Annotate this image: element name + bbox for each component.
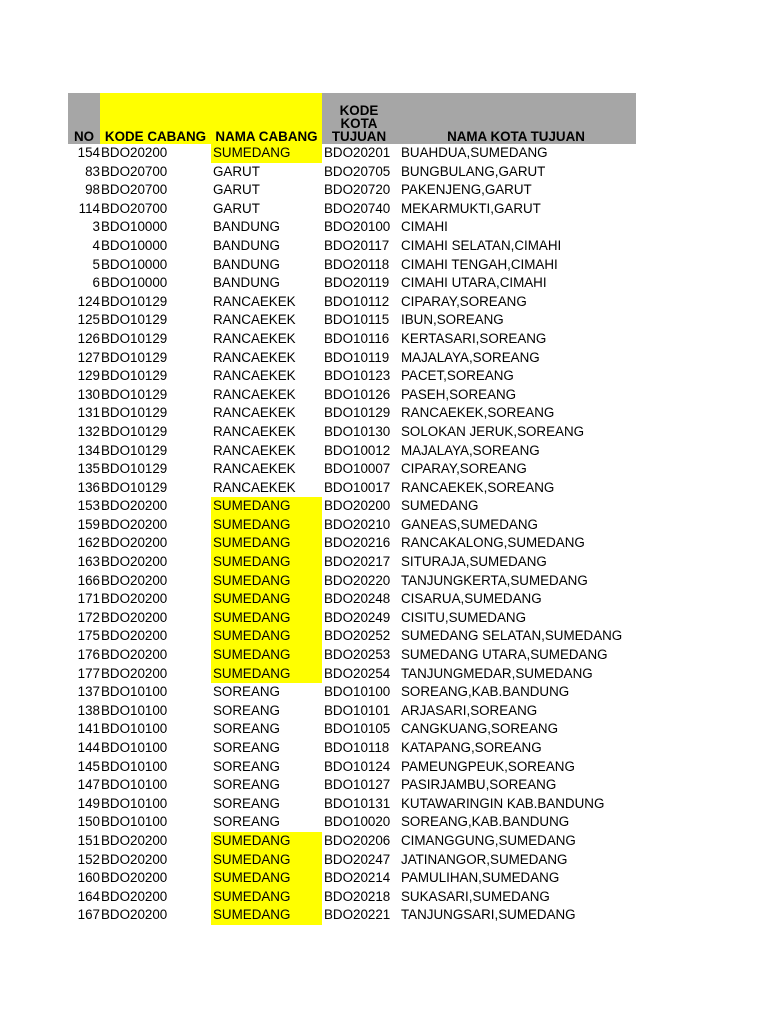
- cell-kode-cabang[interactable]: BDO20200: [101, 145, 168, 160]
- cell-nama-kota-tujuan[interactable]: PAMEUNGPEUK,SOREANG: [401, 758, 575, 774]
- cell-kode-cabang[interactable]: BDO20200: [101, 832, 168, 848]
- cell-nama-kota-tujuan[interactable]: SITURAJA,SUMEDANG: [401, 554, 547, 570]
- cell-nama-cabang[interactable]: SUMEDANG: [211, 906, 322, 925]
- table-row: [68, 813, 636, 832]
- cell-nama-kota-tujuan[interactable]: TANJUNGKERTA,SUMEDANG: [401, 572, 588, 588]
- table-row: [68, 702, 636, 721]
- cell-nama-kota-tujuan[interactable]: PAMULIHAN,SUMEDANG: [401, 870, 560, 886]
- table-row: [68, 404, 636, 423]
- table-row: [68, 795, 636, 814]
- cell-nama-kota-tujuan[interactable]: CIMAHI UTARA,CIMAHI: [401, 275, 547, 291]
- cell-kode-cabang[interactable]: BDO20200: [101, 851, 168, 867]
- cell-kode-cabang[interactable]: BDO10100: [101, 814, 168, 830]
- cell-nama-kota-tujuan[interactable]: CIMAHI TENGAH,CIMAHI: [401, 256, 558, 272]
- cell-nama-kota-tujuan[interactable]: CIMANGGUNG,SUMEDANG: [401, 832, 576, 848]
- cell-nama-kota-tujuan[interactable]: IBUN,SOREANG: [401, 312, 504, 328]
- cell-kode-kota-tujuan[interactable]: BDO10105: [324, 721, 391, 737]
- table-row: [68, 851, 636, 870]
- cell-kode-cabang[interactable]: BDO20700: [101, 163, 168, 179]
- cell-nama-kota-tujuan[interactable]: SUMEDANG: [401, 498, 479, 514]
- cell-no[interactable]: 175: [77, 628, 100, 644]
- cell-no[interactable]: 177: [77, 665, 100, 681]
- cell-no[interactable]: 132: [77, 423, 100, 439]
- cell-no[interactable]: 130: [77, 386, 100, 402]
- table-row: [68, 572, 636, 591]
- cell-kode-kota-tujuan[interactable]: BDO20705: [324, 163, 391, 179]
- cell-kode-cabang[interactable]: BDO20200: [101, 907, 168, 923]
- cell-kode-kota-tujuan[interactable]: BDO10127: [324, 777, 391, 793]
- cell-kode-cabang[interactable]: BDO10129: [101, 405, 168, 421]
- cell-no[interactable]: 131: [77, 405, 100, 421]
- cell-kode-cabang[interactable]: BDO20200: [101, 535, 168, 551]
- cell-kode-cabang[interactable]: BDO20200: [101, 554, 168, 570]
- cell-kode-kota-tujuan[interactable]: BDO10130: [324, 423, 391, 439]
- cell-nama-kota-tujuan[interactable]: ARJASARI,SOREANG: [401, 702, 538, 718]
- cell-no[interactable]: 167: [77, 907, 100, 923]
- cell-kode-kota-tujuan[interactable]: BDO10131: [324, 795, 391, 811]
- cell-nama-cabang[interactable]: SUMEDANG: [211, 553, 322, 572]
- table-row: [68, 349, 636, 368]
- cell-kode-kota-tujuan[interactable]: BDO20252: [324, 628, 391, 644]
- cell-kode-kota-tujuan[interactable]: BDO20118: [324, 256, 390, 272]
- table-row: [68, 423, 636, 442]
- table-row: [68, 646, 636, 665]
- cell-nama-kota-tujuan[interactable]: SOREANG,KAB.BANDUNG: [401, 684, 570, 700]
- header-nama-kota-tujuan[interactable]: NAMA KOTA TUJUAN: [396, 93, 636, 144]
- table-row: [68, 200, 636, 219]
- cell-nama-kota-tujuan[interactable]: RANCAKALONG,SUMEDANG: [401, 535, 585, 551]
- cell-no[interactable]: 135: [77, 461, 100, 477]
- cell-nama-cabang[interactable]: SUMEDANG: [211, 869, 322, 888]
- cell-kode-kota-tujuan[interactable]: BDO10112: [324, 293, 390, 309]
- table-row: [68, 163, 636, 182]
- cell-kode-kota-tujuan[interactable]: BDO20254: [324, 665, 391, 681]
- cell-nama-cabang[interactable]: SUMEDANG: [211, 144, 322, 163]
- cell-no[interactable]: 151: [77, 832, 100, 848]
- cell-no[interactable]: 125: [77, 312, 100, 328]
- table-row: [68, 330, 636, 349]
- cell-kode-kota-tujuan[interactable]: BDO10100: [324, 684, 391, 700]
- cell-kode-kota-tujuan[interactable]: BDO20119: [324, 275, 390, 291]
- cell-no[interactable]: 159: [77, 516, 100, 532]
- cell-nama-kota-tujuan[interactable]: SUMEDANG UTARA,SUMEDANG: [401, 647, 608, 663]
- cell-kode-cabang[interactable]: BDO10129: [101, 293, 168, 309]
- cell-kode-kota-tujuan[interactable]: BDO20117: [324, 237, 390, 253]
- cell-kode-cabang[interactable]: BDO10100: [101, 721, 168, 737]
- cell-nama-kota-tujuan[interactable]: KUTAWARINGIN KAB.BANDUNG: [401, 795, 605, 811]
- cell-no[interactable]: 172: [77, 609, 100, 625]
- cell-nama-cabang[interactable]: SUMEDANG: [211, 646, 322, 665]
- cell-nama-kota-tujuan[interactable]: TANJUNGMEDAR,SUMEDANG: [401, 665, 593, 681]
- cell-kode-kota-tujuan[interactable]: BDO10115: [324, 312, 390, 328]
- header-nama-cabang[interactable]: NAMA CABANG: [211, 93, 322, 144]
- cell-no[interactable]: 153: [77, 498, 100, 514]
- cell-kode-cabang[interactable]: BDO10100: [101, 740, 168, 755]
- cell-no[interactable]: 127: [77, 349, 100, 365]
- cell-nama-cabang[interactable]: RANCAEKEK: [213, 461, 296, 477]
- cell-no[interactable]: 134: [77, 442, 100, 458]
- cell-kode-cabang[interactable]: BDO10129: [101, 423, 168, 439]
- cell-nama-cabang[interactable]: SUMEDANG: [211, 497, 322, 516]
- cell-kode-cabang[interactable]: BDO10129: [101, 386, 168, 402]
- cell-nama-cabang[interactable]: SOREANG: [213, 740, 280, 755]
- cell-nama-cabang[interactable]: SUMEDANG: [211, 609, 322, 628]
- cell-no[interactable]: 166: [77, 572, 100, 588]
- cell-nama-kota-tujuan[interactable]: JATINANGOR,SUMEDANG: [401, 851, 568, 867]
- cell-nama-kota-tujuan[interactable]: CANGKUANG,SOREANG: [401, 721, 558, 737]
- cell-no[interactable]: 3: [92, 219, 100, 235]
- cell-no[interactable]: 137: [77, 684, 100, 700]
- cell-no[interactable]: 176: [77, 647, 100, 663]
- cell-kode-kota-tujuan[interactable]: BDO20218: [324, 888, 391, 904]
- cell-kode-cabang[interactable]: BDO20200: [101, 609, 168, 625]
- cell-no[interactable]: 129: [77, 368, 100, 384]
- cell-kode-cabang[interactable]: BDO20200: [101, 870, 168, 886]
- cell-nama-cabang[interactable]: SOREANG: [213, 795, 280, 811]
- table-row: [68, 460, 636, 479]
- cell-kode-kota-tujuan[interactable]: BDO10116: [324, 330, 390, 346]
- cell-nama-cabang[interactable]: BANDUNG: [213, 256, 280, 272]
- cell-kode-cabang[interactable]: BDO20200: [101, 591, 168, 607]
- cell-no[interactable]: 144: [77, 740, 100, 755]
- table-row: [68, 442, 636, 461]
- cell-kode-kota-tujuan[interactable]: BDO10126: [324, 386, 391, 402]
- cell-nama-cabang[interactable]: RANCAEKEK: [213, 442, 296, 458]
- table-row: [68, 497, 636, 516]
- cell-nama-cabang[interactable]: SUMEDANG: [211, 590, 322, 609]
- cell-nama-kota-tujuan[interactable]: KERTASARI,SOREANG: [401, 330, 547, 346]
- cell-kode-kota-tujuan[interactable]: BDO10101: [324, 702, 391, 718]
- cell-no[interactable]: 83: [85, 163, 100, 179]
- table-row: [68, 888, 636, 907]
- cell-kode-kota-tujuan[interactable]: BDO10118: [324, 740, 390, 755]
- table-row: [68, 776, 636, 795]
- cell-kode-cabang[interactable]: BDO10000: [101, 275, 168, 291]
- table-row: [68, 218, 636, 237]
- cell-kode-cabang[interactable]: BDO10129: [101, 349, 168, 365]
- cell-kode-cabang[interactable]: BDO20200: [101, 628, 168, 644]
- cell-no[interactable]: 149: [77, 795, 100, 811]
- cell-kode-kota-tujuan[interactable]: BDO20253: [324, 647, 391, 663]
- table-row: [68, 590, 636, 609]
- cell-nama-kota-tujuan[interactable]: BUNGBULANG,GARUT: [401, 163, 546, 179]
- cell-nama-cabang[interactable]: RANCAEKEK: [213, 293, 296, 309]
- cell-no[interactable]: 160: [77, 870, 100, 886]
- cell-kode-kota-tujuan[interactable]: BDO10012: [324, 442, 391, 458]
- cell-nama-cabang[interactable]: SUMEDANG: [211, 832, 322, 851]
- cell-nama-kota-tujuan[interactable]: SOREANG,KAB.BANDUNG: [401, 814, 570, 830]
- cell-no[interactable]: 136: [77, 479, 100, 495]
- cell-nama-cabang[interactable]: GARUT: [213, 163, 260, 179]
- cell-no[interactable]: 150: [77, 814, 100, 830]
- cell-nama-kota-tujuan[interactable]: CIMAHI: [401, 219, 448, 235]
- cell-nama-kota-tujuan[interactable]: PASIRJAMBU,SOREANG: [401, 777, 557, 793]
- cell-no[interactable]: 124: [77, 293, 100, 309]
- cell-nama-cabang[interactable]: SUMEDANG: [211, 516, 322, 535]
- table-body: [68, 144, 636, 925]
- cell-kode-kota-tujuan[interactable]: BDO20220: [324, 572, 391, 588]
- cell-kode-cabang[interactable]: BDO20200: [101, 888, 168, 904]
- cell-kode-kota-tujuan[interactable]: BDO20210: [324, 516, 391, 532]
- cell-no[interactable]: 162: [77, 535, 100, 551]
- branch-destination-table: [68, 93, 636, 925]
- cell-no[interactable]: 126: [77, 330, 100, 346]
- cell-nama-kota-tujuan[interactable]: PACET,SOREANG: [401, 368, 514, 384]
- table-row: [68, 181, 636, 200]
- cell-nama-kota-tujuan[interactable]: CISARUA,SUMEDANG: [401, 591, 542, 607]
- cell-kode-cabang[interactable]: BDO20200: [101, 516, 168, 532]
- cell-kode-kota-tujuan[interactable]: BDO20214: [324, 870, 391, 886]
- cell-kode-cabang[interactable]: BDO20700: [101, 200, 168, 216]
- table-row: [68, 553, 636, 572]
- cell-kode-kota-tujuan[interactable]: BDO20200: [324, 498, 391, 514]
- cell-nama-kota-tujuan[interactable]: MEKARMUKTI,GARUT: [401, 200, 541, 216]
- cell-kode-kota-tujuan[interactable]: BDO20248: [324, 591, 391, 607]
- cell-nama-cabang[interactable]: RANCAEKEK: [213, 423, 296, 439]
- cell-no[interactable]: 5: [92, 256, 100, 272]
- cell-nama-cabang[interactable]: SOREANG: [213, 777, 280, 793]
- cell-nama-kota-tujuan[interactable]: SUKASARI,SUMEDANG: [401, 888, 550, 904]
- table-row: [68, 256, 636, 275]
- cell-kode-kota-tujuan[interactable]: BDO20216: [324, 535, 391, 551]
- cell-nama-cabang[interactable]: RANCAEKEK: [213, 330, 296, 346]
- table-row: [68, 293, 636, 312]
- cell-kode-kota-tujuan[interactable]: BDO20100: [324, 219, 391, 235]
- cell-no[interactable]: 152: [77, 851, 100, 867]
- table-row: [68, 367, 636, 386]
- cell-nama-cabang[interactable]: SUMEDANG: [211, 534, 322, 553]
- cell-nama-cabang[interactable]: GARUT: [213, 200, 260, 216]
- table-row: [68, 386, 636, 405]
- cell-nama-kota-tujuan[interactable]: CIPARAY,SOREANG: [401, 293, 527, 309]
- table-row: [68, 609, 636, 628]
- cell-kode-cabang[interactable]: BDO10000: [101, 219, 168, 235]
- cell-kode-kota-tujuan[interactable]: BDO10007: [324, 461, 391, 477]
- cell-no[interactable]: 4: [92, 237, 100, 253]
- cell-nama-kota-tujuan[interactable]: BUAHDUA,SUMEDANG: [401, 145, 548, 160]
- table-header: [68, 93, 636, 144]
- table-row: [68, 832, 636, 851]
- cell-nama-cabang[interactable]: RANCAEKEK: [213, 368, 296, 384]
- cell-nama-kota-tujuan[interactable]: RANCAEKEK,SOREANG: [401, 405, 555, 421]
- cell-kode-cabang[interactable]: BDO10100: [101, 777, 168, 793]
- cell-nama-cabang[interactable]: RANCAEKEK: [213, 312, 296, 328]
- cell-kode-kota-tujuan[interactable]: BDO20247: [324, 851, 391, 867]
- table-row: [68, 144, 636, 163]
- table-row: [68, 274, 636, 293]
- cell-nama-cabang[interactable]: SOREANG: [213, 684, 280, 700]
- table-row: [68, 311, 636, 330]
- cell-nama-cabang[interactable]: RANCAEKEK: [213, 479, 296, 495]
- cell-kode-kota-tujuan[interactable]: BDO10119: [324, 349, 390, 365]
- cell-kode-cabang[interactable]: BDO20200: [101, 647, 168, 663]
- cell-nama-cabang[interactable]: BANDUNG: [213, 275, 280, 291]
- cell-nama-kota-tujuan[interactable]: SUMEDANG SELATAN,SUMEDANG: [401, 628, 623, 644]
- cell-no[interactable]: 138: [77, 702, 100, 718]
- cell-nama-cabang[interactable]: RANCAEKEK: [213, 386, 296, 402]
- cell-no[interactable]: 145: [77, 758, 100, 774]
- table-row: [68, 479, 636, 498]
- cell-nama-cabang[interactable]: SUMEDANG: [211, 888, 322, 907]
- cell-kode-cabang[interactable]: BDO10100: [101, 795, 168, 811]
- cell-kode-cabang[interactable]: BDO10129: [101, 330, 168, 346]
- cell-kode-cabang[interactable]: BDO10129: [101, 442, 168, 458]
- header-kode-cabang[interactable]: KODE CABANG: [100, 93, 211, 144]
- table-row: [68, 627, 636, 646]
- table-row: [68, 720, 636, 739]
- cell-kode-cabang[interactable]: BDO10100: [101, 702, 168, 718]
- cell-kode-cabang[interactable]: BDO20700: [101, 182, 168, 198]
- cell-kode-kota-tujuan[interactable]: BDO20720: [324, 182, 391, 198]
- cell-kode-cabang[interactable]: BDO10100: [101, 758, 168, 774]
- cell-kode-cabang[interactable]: BDO10000: [101, 256, 168, 272]
- table-row: [68, 739, 636, 758]
- cell-nama-kota-tujuan[interactable]: PAKENJENG,GARUT: [401, 182, 532, 198]
- cell-kode-cabang[interactable]: BDO10129: [101, 479, 168, 495]
- table-row: [68, 683, 636, 702]
- cell-no[interactable]: 163: [77, 554, 100, 570]
- cell-kode-cabang[interactable]: BDO10000: [101, 237, 168, 253]
- cell-nama-cabang[interactable]: RANCAEKEK: [213, 349, 296, 365]
- cell-kode-kota-tujuan[interactable]: BDO20201: [324, 145, 391, 160]
- cell-nama-kota-tujuan[interactable]: CIPARAY,SOREANG: [401, 461, 527, 477]
- table-row: [68, 906, 636, 925]
- cell-kode-kota-tujuan[interactable]: BDO10124: [324, 758, 391, 774]
- table-row: [68, 237, 636, 256]
- cell-nama-kota-tujuan[interactable]: CISITU,SUMEDANG: [401, 609, 526, 625]
- cell-nama-cabang[interactable]: SOREANG: [213, 721, 280, 737]
- cell-nama-cabang[interactable]: BANDUNG: [213, 237, 280, 253]
- cell-no[interactable]: 164: [77, 888, 100, 904]
- cell-no[interactable]: 147: [77, 777, 100, 793]
- header-kode-kota-tujuan[interactable]: KODE KOTA TUJUAN: [322, 93, 396, 144]
- cell-kode-kota-tujuan[interactable]: BDO20249: [324, 609, 391, 625]
- cell-nama-kota-tujuan[interactable]: PASEH,SOREANG: [401, 386, 517, 402]
- cell-no[interactable]: 171: [77, 591, 100, 607]
- cell-kode-kota-tujuan[interactable]: BDO20217: [324, 554, 391, 570]
- table-row: [68, 516, 636, 535]
- cell-no[interactable]: 114: [78, 200, 100, 216]
- cell-nama-cabang[interactable]: SOREANG: [213, 758, 280, 774]
- cell-kode-cabang[interactable]: BDO10129: [101, 312, 168, 328]
- cell-nama-cabang[interactable]: RANCAEKEK: [213, 405, 296, 421]
- header-row: [68, 93, 636, 144]
- cell-no[interactable]: 141: [77, 721, 100, 737]
- cell-nama-cabang[interactable]: GARUT: [213, 182, 260, 198]
- table-row: [68, 665, 636, 684]
- cell-kode-kota-tujuan[interactable]: BDO10020: [324, 814, 391, 830]
- cell-kode-kota-tujuan[interactable]: BDO20206: [324, 832, 391, 848]
- table-row: [68, 758, 636, 777]
- table-row: [68, 534, 636, 553]
- cell-nama-kota-tujuan[interactable]: TANJUNGSARI,SUMEDANG: [401, 907, 576, 923]
- cell-kode-kota-tujuan[interactable]: BDO10129: [324, 405, 391, 421]
- cell-no[interactable]: 154: [77, 145, 100, 160]
- cell-nama-cabang[interactable]: BANDUNG: [213, 219, 280, 235]
- cell-nama-cabang[interactable]: SOREANG: [213, 814, 280, 830]
- cell-nama-kota-tujuan[interactable]: SOLOKAN JERUK,SOREANG: [401, 423, 585, 439]
- cell-nama-kota-tujuan[interactable]: MAJALAYA,SOREANG: [401, 442, 540, 458]
- cell-nama-kota-tujuan[interactable]: GANEAS,SUMEDANG: [401, 516, 538, 532]
- cell-kode-kota-tujuan[interactable]: BDO20221: [324, 907, 391, 923]
- cell-kode-cabang[interactable]: BDO20200: [101, 665, 168, 681]
- cell-nama-cabang[interactable]: SOREANG: [213, 702, 280, 718]
- cell-no[interactable]: 98: [85, 182, 100, 198]
- header-no[interactable]: NO: [68, 93, 100, 144]
- cell-kode-kota-tujuan[interactable]: BDO20740: [324, 200, 391, 216]
- cell-nama-kota-tujuan[interactable]: CIMAHI SELATAN,CIMAHI: [401, 237, 562, 253]
- cell-kode-cabang[interactable]: BDO20200: [101, 498, 168, 514]
- cell-kode-kota-tujuan[interactable]: BDO10017: [324, 479, 391, 495]
- cell-nama-cabang[interactable]: SUMEDANG: [211, 851, 322, 870]
- cell-nama-cabang[interactable]: SUMEDANG: [211, 572, 322, 591]
- cell-kode-cabang[interactable]: BDO10100: [101, 684, 168, 700]
- table-row: [68, 869, 636, 888]
- cell-no[interactable]: 6: [92, 275, 100, 291]
- cell-kode-cabang[interactable]: BDO10129: [101, 368, 168, 384]
- cell-kode-cabang[interactable]: BDO10129: [101, 461, 168, 477]
- cell-nama-kota-tujuan[interactable]: KATAPANG,SOREANG: [401, 740, 542, 755]
- cell-kode-cabang[interactable]: BDO20200: [101, 572, 168, 588]
- cell-kode-kota-tujuan[interactable]: BDO10123: [324, 368, 391, 384]
- cell-nama-kota-tujuan[interactable]: MAJALAYA,SOREANG: [401, 349, 540, 365]
- cell-nama-kota-tujuan[interactable]: RANCAEKEK,SOREANG: [401, 479, 555, 495]
- cell-nama-cabang[interactable]: SUMEDANG: [211, 627, 322, 646]
- cell-nama-cabang[interactable]: SUMEDANG: [211, 665, 322, 684]
